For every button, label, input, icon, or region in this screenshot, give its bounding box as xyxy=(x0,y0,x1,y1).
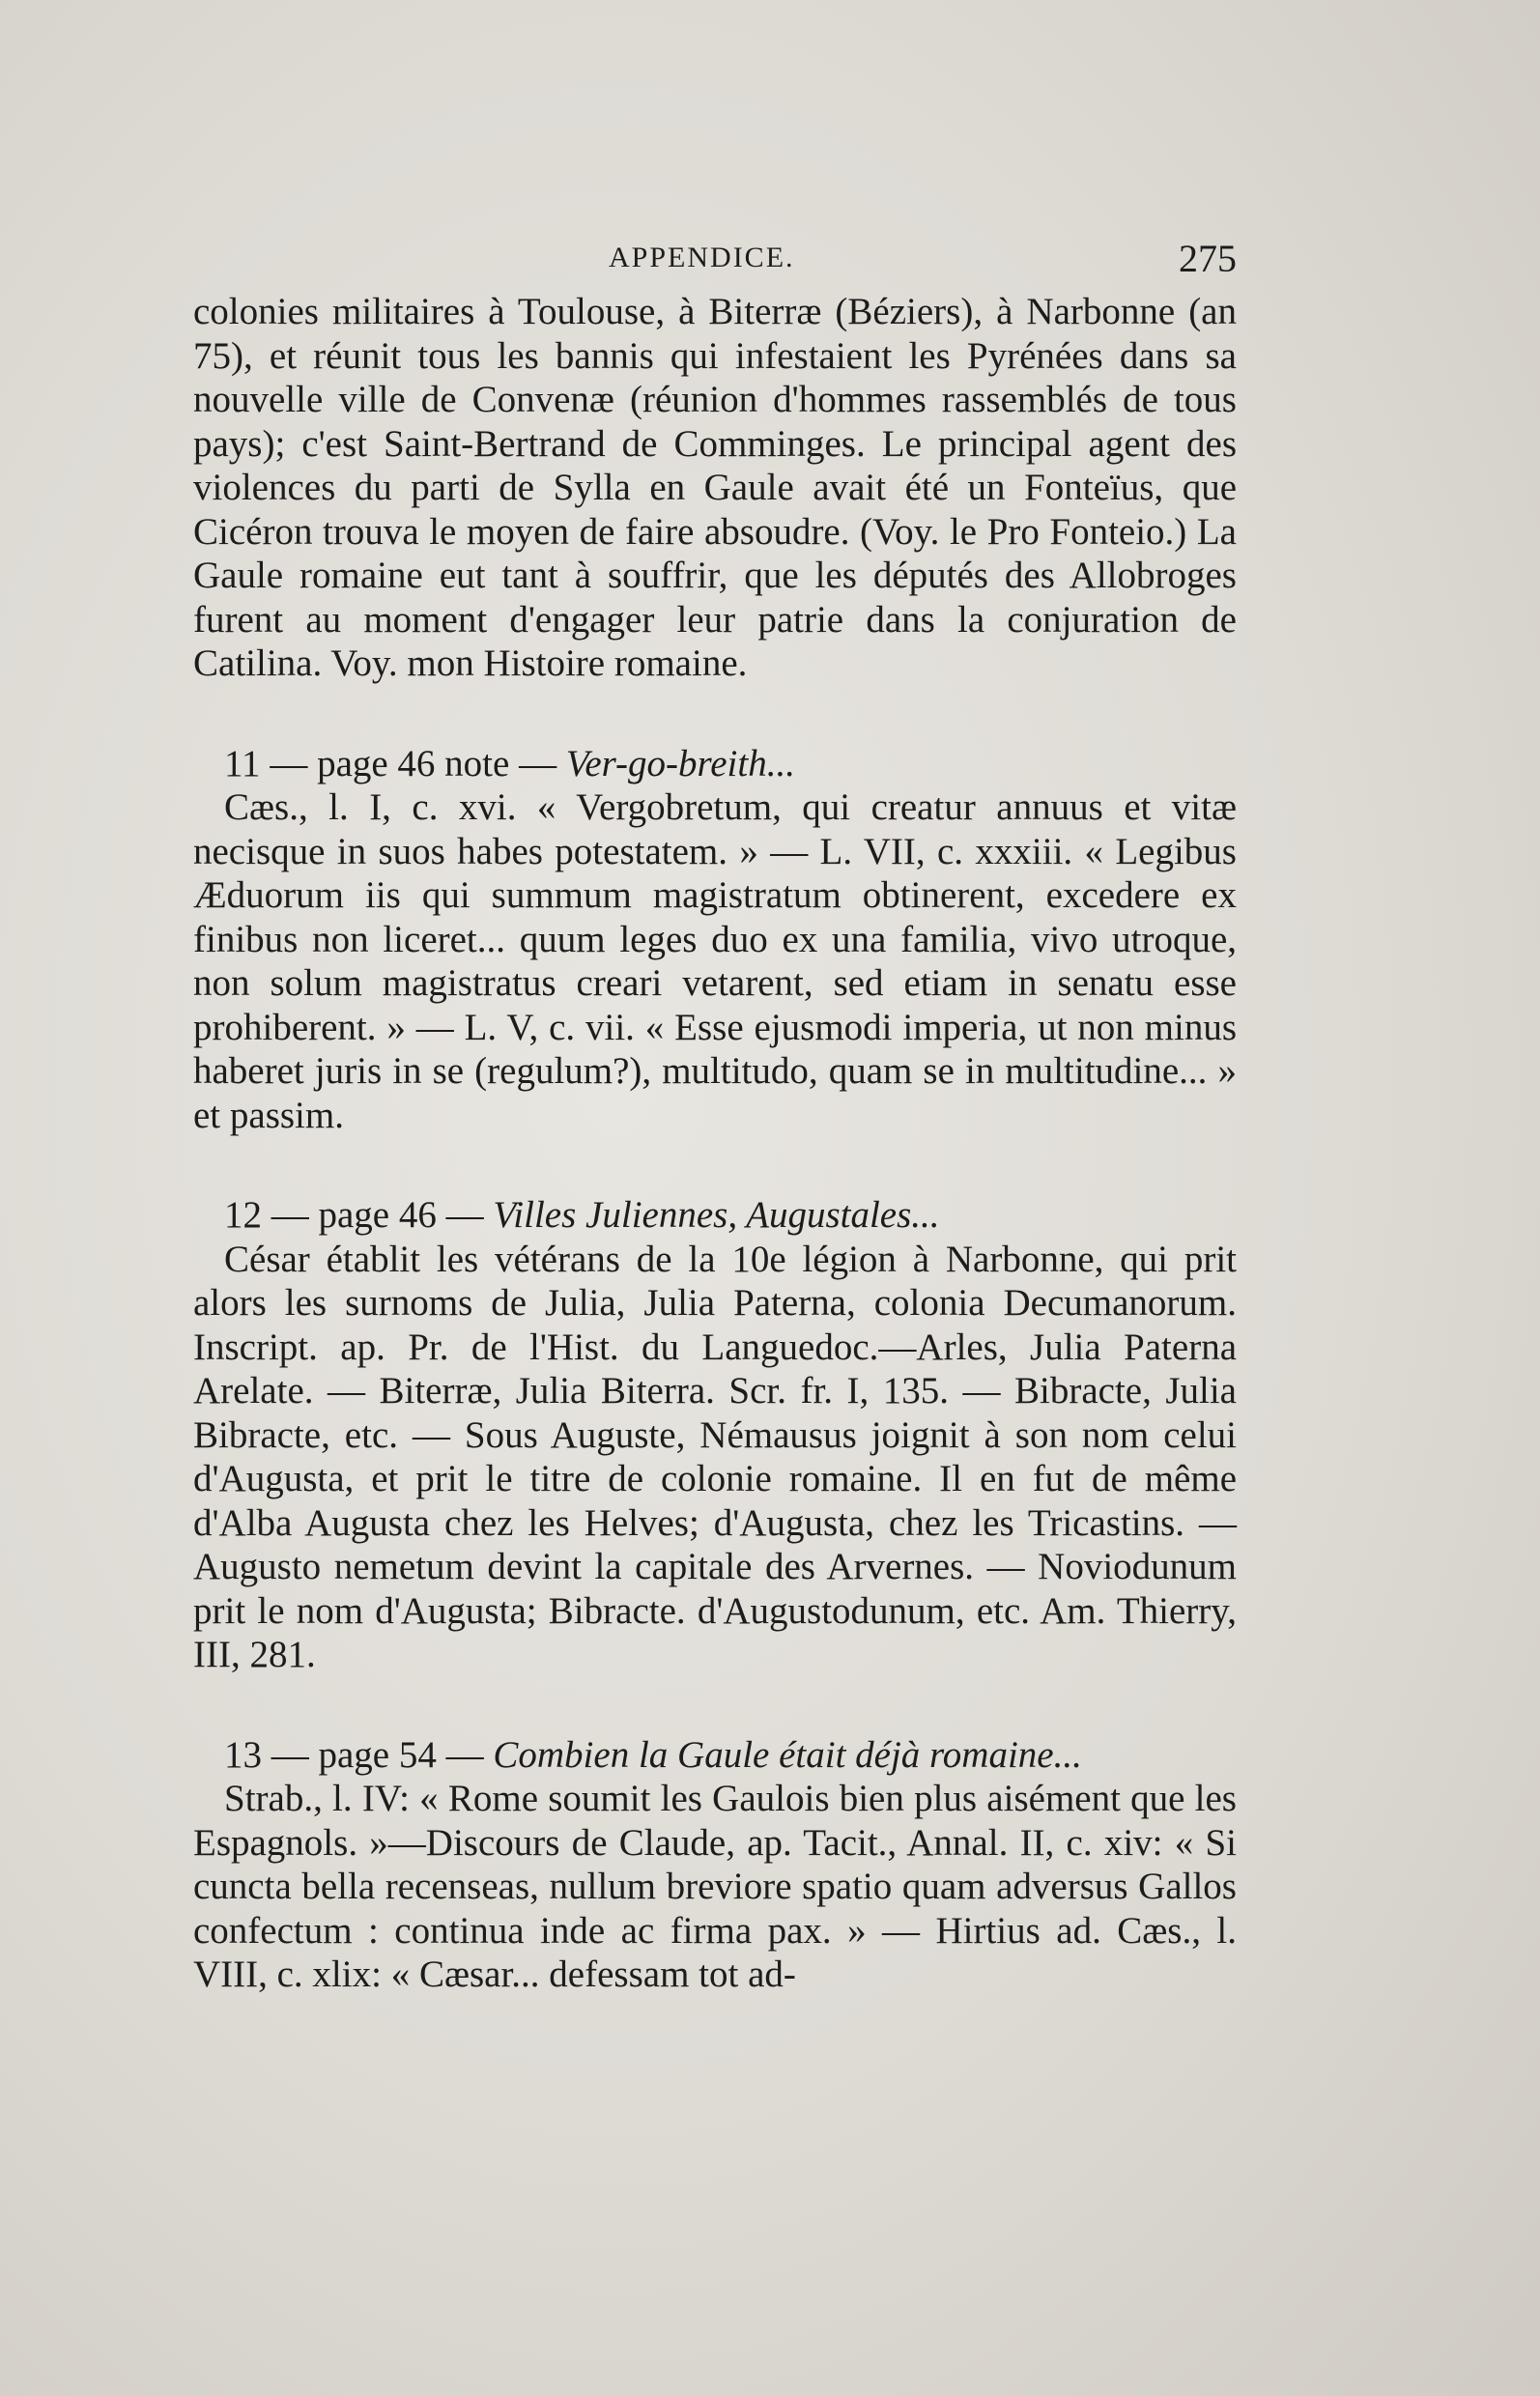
note-page-ref: — page 46 — xyxy=(271,1194,484,1236)
page-number: 275 xyxy=(1179,237,1237,280)
note-page-ref: — page 46 note — xyxy=(270,742,557,784)
note-heading xyxy=(193,742,1237,786)
note-text: César établit les vétérans de la 10e légion à Narbonne, qui prit alors les surnoms de Julia, Julia Paterna, colonia Decumanorum. Inscript. ap. Pr. de l'Hist. du Languedoc.—Arles, Julia Paterna Arelate. — Biterræ, Julia Biterra. Scr. fr. I, 135. — Bibracte, Julia Bibracte, etc. — Sous Auguste, Némausus joignit à son nom celui d'Augusta, et prit le titre de colonie romaine. Il en fut de même d'Alba Augusta chez les Helves; d'Augusta, chez les Tricastins. — Augusto nemetum devint la capitale des Arvernes. — Noviodunum prit le nom d'Augusta; Bibracte. d'Augustodunum, etc. Am. Thierry, III, 281. xyxy=(193,1238,1237,1675)
note-heading xyxy=(193,1733,1237,1778)
note-text: Cæs., l. I, c. xvi. « Vergobretum, qui creatur annuus et vitæ necisque in suos habes potestatem. » — L. VII, c. xxxiii. « Legibus Æduorum iis qui summum magistratum obtinerent, excedere ex finibus non liceret... quum leges duo ex una familia, vivo utroque, non solum magistratus creari vetarent, sed etiam in senatu esse prohiberent. » — L. V, c. vii. « Esse ejusmodi imperia, ut non minus haberet juris in se (regulum?), multitudo, quam se in multitudine... » et passim. xyxy=(193,786,1237,1136)
body-text xyxy=(193,290,1237,1997)
note-number: 13 xyxy=(224,1733,262,1776)
note-title: Combien la Gaule était déjà romaine... xyxy=(493,1733,1082,1776)
note-number: 12 xyxy=(224,1194,262,1236)
note-text: Strab., l. IV: « Rome soumit les Gaulois bien plus aisément que les Espagnols. »—Discours de Claude, ap. Tacit., Annal. II, c. xiv: « Si cuncta bella recenseas, nullum breviore spatio quam adversus Gallos confectum : continua inde ac firma pax. » — Hirtius ad. Cæs., l. VIII, c. xlix: « Cæsar... defessam tot ad- xyxy=(193,1778,1237,1995)
note-heading xyxy=(193,1193,1237,1238)
note-page-ref: — page 54 — xyxy=(271,1733,484,1776)
spacer xyxy=(193,1137,1237,1193)
note-title: Ver-go-breith... xyxy=(565,742,795,784)
note-number: 11 xyxy=(224,742,261,784)
intro-paragraph: colonies militaires à Toulouse, à Biterræ (Béziers), à Narbonne (an 75), et réunit tous les bannis qui infestaient les Pyrénées dans sa nouvelle ville de Convenæ (réunion d'hommes rassemblés de tous pays); c'est Saint-Bertrand de Comminges. Le principal agent des violences du parti de Sylla en Gaule avait été un Fonteïus, que Cicéron trouva le moyen de faire absoudre. (Voy. le Pro Fonteio.) La Gaule romaine eut tant à souffrir, que les députés des Allobroges furent au moment d'engager leur patrie dans la conjuration de Catilina. Voy. mon Histoire romaine. xyxy=(193,291,1237,684)
note-title: Villes Juliennes, Augustales... xyxy=(493,1194,940,1236)
running-head xyxy=(193,237,1237,290)
spacer xyxy=(193,1677,1237,1733)
spacer xyxy=(193,686,1237,742)
section-title: APPENDICE. xyxy=(609,242,795,273)
